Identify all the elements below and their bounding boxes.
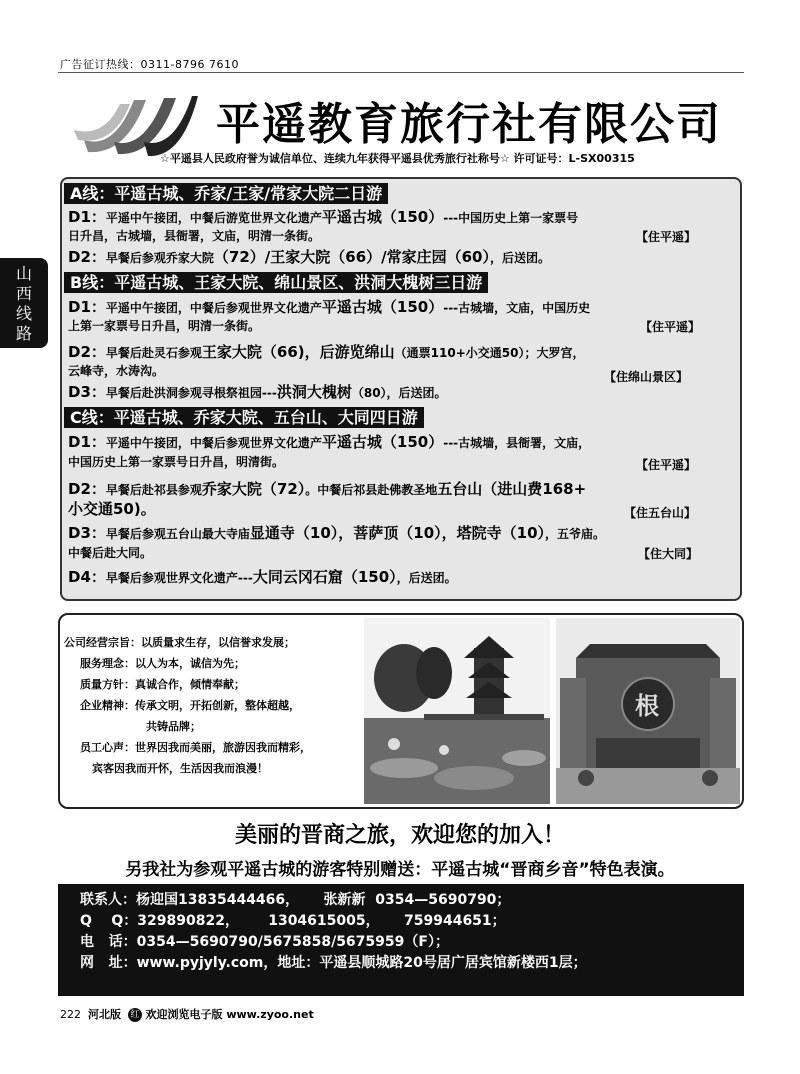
route-c-d4: [68, 569, 457, 587]
day-text: 平遥中午接团，中餐后参观世界文化遗产: [105, 436, 322, 450]
edition-badge-icon: 红: [128, 1008, 142, 1022]
route-c-d3: [68, 525, 605, 543]
value-spirit-cont: 共铸品牌；: [146, 720, 201, 733]
day-text: 早餐后参观世界文化遗产---: [105, 571, 253, 585]
route-c-d1: [68, 434, 590, 452]
value-quality: 质量方针：真诚合作，倾情奉献；: [80, 678, 245, 691]
route-a-d1-line2: 日升昌，古城墙，县衙署，文庙，明清一条街。: [68, 229, 321, 243]
company-name: 平遥教育旅行社有限公司: [216, 99, 722, 150]
side-tab-char: 山: [15, 264, 32, 283]
day-text: 早餐后赴灵石参观: [105, 346, 202, 360]
day-text-tail: ，后送团。: [490, 251, 551, 265]
day-highlight: 小交通50)。: [68, 500, 156, 518]
value-staff-cont: 宾客因我而开怀，生活因我而浪漫！: [92, 762, 268, 775]
day-text: 早餐后赴洪洞参观寻根祭祖园---: [105, 386, 277, 400]
side-tab-char: 路: [15, 324, 32, 343]
company-honor: ☆平遥县人民政府誉为诚信单位、连续九年获得平遥县优秀旅行社称号☆ 许可证号：L-SX00315: [160, 152, 635, 165]
gate-plaque-char: 根: [635, 692, 659, 720]
route-a-d2: [68, 249, 550, 267]
edition-label: 河北版: [88, 1008, 121, 1021]
route-c-d1-line2: 中国历史上第一家票号日升昌，明清街。: [68, 455, 285, 469]
contact-web-address: 网 址：www.pyjyly.com，地址：平遥县顺城路20号居广居宾馆新楼西1层；: [80, 955, 587, 971]
day-highlight: 平遥古城（150）: [321, 298, 444, 316]
route-b-d3: [68, 384, 447, 402]
page-footer: [60, 1006, 314, 1022]
contact-phone: 电 话：0354—5690790/5675858/5675959（F）；: [80, 934, 449, 950]
pavilion-lake-photo: [364, 618, 550, 804]
welcome-slogan: 美丽的晋商之旅，欢迎您的加入！: [234, 823, 565, 848]
day-label: D1：: [68, 208, 106, 226]
day-label: D2：: [68, 343, 106, 361]
side-tab-char: 线: [15, 304, 32, 323]
route-a-title-text: A线：平遥古城、乔家/王家/常家大院二日游: [64, 183, 388, 204]
day-highlight: 平遥古城（150）: [321, 433, 444, 451]
day-text-tail: ，后送团。: [396, 571, 457, 585]
day-highlight: 五台山（进山费168+: [437, 480, 587, 498]
page-number: 222: [60, 1008, 81, 1021]
route-a-d1-stay: 【住平遥】: [636, 230, 697, 244]
route-c-d3-line2: 中餐后赴大同。: [68, 546, 153, 560]
day-label: D4：: [68, 568, 106, 586]
day-text-tail: ---古城墙，文庙，中国历史: [443, 301, 591, 315]
route-c-d2: [68, 481, 586, 499]
route-c-d1-stay: 【住平遥】: [636, 458, 697, 472]
route-b-d1: [68, 299, 590, 317]
contact-persons: 联系人：杨迎国13835444466， 张新新 0354—5690790；: [80, 892, 511, 908]
ad-hotline: 广告征订热线：0311-8796 7610: [60, 58, 239, 71]
day-text: 平遥中午接团，中餐后参观世界文化遗产: [105, 301, 322, 315]
route-b-d2-line2: 云峰寺，水涛沟。: [68, 364, 165, 378]
day-text: 早餐后赴祁县参观: [105, 483, 202, 497]
day-highlight: （72）/王家大院（66）/常家庄园（60）: [213, 248, 490, 266]
day-highlight: 洪洞大槐树: [276, 383, 352, 401]
day-text-tail: ，五爷庙。: [545, 527, 606, 541]
day-text: 早餐后参观五台山最大寺庙: [105, 527, 250, 541]
day-label: D1：: [68, 433, 106, 451]
route-b-d2-stay: 【住绵山景区】: [604, 370, 689, 384]
day-text-tail: （通票110+小交通50）；大罗宫，: [394, 346, 585, 360]
day-highlight: 显通寺（10），菩萨顶（10），塔院寺（10）: [249, 524, 546, 542]
day-highlight: 大同云冈石窟（150）: [252, 568, 397, 586]
day-label: D3：: [68, 524, 106, 542]
special-gift-note: 另我社为参观平遥古城的游客特别赠送：平遥古城“晋商乡音”特色表演。: [125, 860, 675, 880]
route-b-d2: [68, 344, 584, 362]
header-divider: [58, 72, 744, 73]
contact-panel: [58, 884, 744, 996]
side-tab-shanxi-routes: [0, 258, 48, 348]
route-a-d1: [68, 209, 578, 227]
site-link[interactable]: 欢迎浏览电子版 www.zyoo.net: [145, 1008, 314, 1021]
route-b-title: [64, 273, 488, 293]
contact-qq: Q Q：329890822， 1304615005， 759944651；: [80, 913, 506, 929]
route-c-title: [64, 408, 424, 428]
day-text-mid: 。中餐后祁县赴佛教圣地: [305, 483, 438, 497]
value-staff: 员工心声：世界因我而美丽，旅游因我而精彩，: [80, 741, 311, 754]
day-text-tail: ---中国历史上第一家票号: [443, 211, 579, 225]
route-a-title: [64, 184, 388, 204]
day-text: 早餐后参观乔家大院: [105, 251, 214, 265]
day-label: D1：: [68, 298, 106, 316]
day-label: D2：: [68, 248, 106, 266]
route-b-d1-line2: 上第一家票号日升昌，明清一条街。: [68, 319, 261, 333]
route-c-d2-stay: 【住五台山】: [624, 506, 697, 520]
value-service: 服务理念：以人为本，诚信为先；: [80, 657, 245, 670]
day-text-tail: ---古城墙，县衙署，文庙，: [443, 436, 591, 450]
day-highlight: 平遥古城（150）: [321, 208, 444, 226]
route-c-title-text: C线：平遥古城、乔家大院、五台山、大同四日游: [64, 407, 424, 428]
day-highlight: 乔家大院（72）: [201, 480, 306, 498]
day-text: 平遥中午接团，中餐后游览世界文化遗产: [105, 211, 322, 225]
route-c-d3-stay: 【住大同】: [638, 547, 699, 561]
company-values: [64, 632, 360, 779]
route-b-d1-stay: 【住平遥】: [640, 320, 701, 334]
day-text-tail: （80），后送团。: [351, 386, 447, 400]
value-mission: 公司经营宗旨：以质量求生存，以信誉求发展；: [64, 636, 295, 649]
day-label: D2：: [68, 480, 106, 498]
value-spirit: 企业精神：传承文明，开拓创新，整体超越，: [80, 699, 300, 712]
day-label: D3：: [68, 383, 106, 401]
side-tab-char: 西: [15, 284, 32, 303]
company-logo-icon: [74, 80, 200, 160]
route-b-title-text: B线：平遥古城、王家大院、绵山景区、洪洞大槐树三日游: [64, 272, 488, 293]
day-highlight: 王家大院（66)，后游览绵山: [201, 343, 395, 361]
route-c-d2-line2: [68, 501, 156, 519]
